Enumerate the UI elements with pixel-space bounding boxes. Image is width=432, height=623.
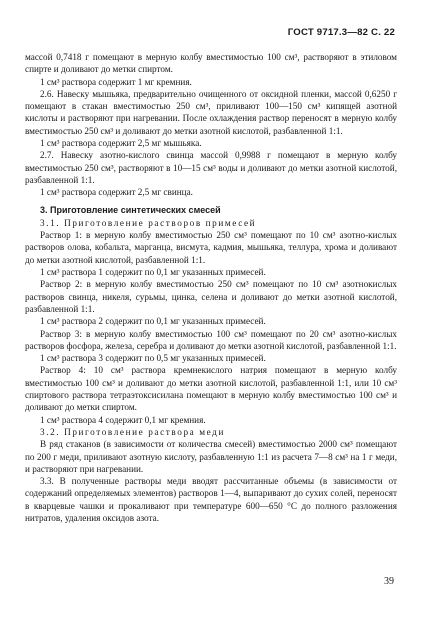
subsection-heading: 3.1. Приготовление растворов примесей	[40, 217, 257, 228]
paragraph: 1 см³ раствора 2 содержит по 0,1 мг указанных примесей.	[40, 316, 266, 327]
subsection-heading: 3.2. Приготовление раствора меди	[40, 426, 225, 437]
page-number: 39	[384, 576, 394, 587]
paragraph: 1 см³ раствора 1 содержит по 0,1 мг указанных примесей.	[40, 267, 266, 278]
paragraph: Раствор 2: в мерную колбу вместимостью 250 см³ помещают по 10 см³ азотнокислых растворов свинца, никеля, сурьмы, цинка, селена и доливают до метки азотной кислотой, разбавленной 1:1.	[25, 279, 397, 314]
section-heading: 3. Приготовление синтетических смесей	[40, 204, 221, 215]
paragraph: 1 см³ раствора содержит 1 мг кремния.	[40, 76, 192, 87]
paragraph: массой 0,7418 г помещают в мерную колбу вместимостью 100 см³, растворяют в этиловом спирте и доливают до метки спиртом.	[25, 52, 397, 75]
page-header: ГОСТ 9717.3—82 С. 22	[287, 27, 395, 38]
paragraph: 3.3. В полученные растворы меди вводят рассчитанные объемы (в зависимости от содержаний определяемых элементов) растворов 1—4, выпаривают до сухих солей, переносят в кварцевые чашки и прокаливают при температуре 600—650 °С до полного разложения нитратов, удаления оксидов азота.	[25, 476, 397, 523]
paragraph: 1 см³ раствора 4 содержит 0,1 мг кремния.	[40, 414, 206, 425]
paragraph: 2.7. Навеску азотно-кислого свинца массой 0,9988 г помещают в мерную колбу вместимостью 250 см³, растворяют в 10—15 см³ воды и доливают до метки азотной кислотой, разбавленной 1:1.	[25, 150, 397, 185]
document-body	[25, 51, 397, 524]
paragraph: Раствор 3: в мерную колбу вместимостью 100 см³ помещают по 20 см³ азотно-кислых растворов фосфора, железа, серебра и доливают до метки азотной кислотой, разбавленной 1:1.	[25, 328, 397, 351]
paragraph: Раствор 4: 10 см³ раствора кремнекислого натрия помещают в мерную колбу вместимостью 100 см³ и доливают до метки азотной кислотой, разбавленной 1:1, или 10 см³ спиртового раствора тетраэтоксисилана помещают в мерную колбу вместимостью 100 см³ и доливают до метки спиртом.	[25, 365, 397, 413]
paragraph: 1 см³ раствора 3 содержит по 0,5 мг указанных примесей.	[40, 353, 266, 364]
paragraph: 1 см³ раствора содержит 2,5 мг мышьяка.	[40, 138, 202, 149]
paragraph: 1 см³ раствора содержит 2,5 мг свинца.	[40, 187, 193, 198]
paragraph: 2.6. Навеску мышьяка, предварительно очищенного от оксидной пленки, массой 0,6250 г помещают в стакан вместимостью 250 см³, приливают 100—150 см³ кипящей азотной кислоты и растворяют при нагревании. После охлаждения раствор переносят в мерную колбу вместимостью 250 см³ и доливают до метки азотной кислотой, разбавленной 1:1.	[25, 88, 397, 136]
paragraph: Раствор 1: в мерную колбу вместимостью 250 см³ помещают по 10 см³ азотно-кислых растворов олова, кобальта, марганца, висмута, кадмия, мышьяка, теллура, хрома и доливают до метки азотной кислотой, разбавленной 1:1.	[25, 230, 397, 265]
paragraph: В ряд стаканов (в зависимости от количества смесей) вместимостью 2000 см³ помещают по 200 г меди, приливают азотную кислоту, разбавленную 1:1 из расчета 7—8 см³ на 1 г меди, и растворяют при нагревании.	[25, 439, 397, 474]
